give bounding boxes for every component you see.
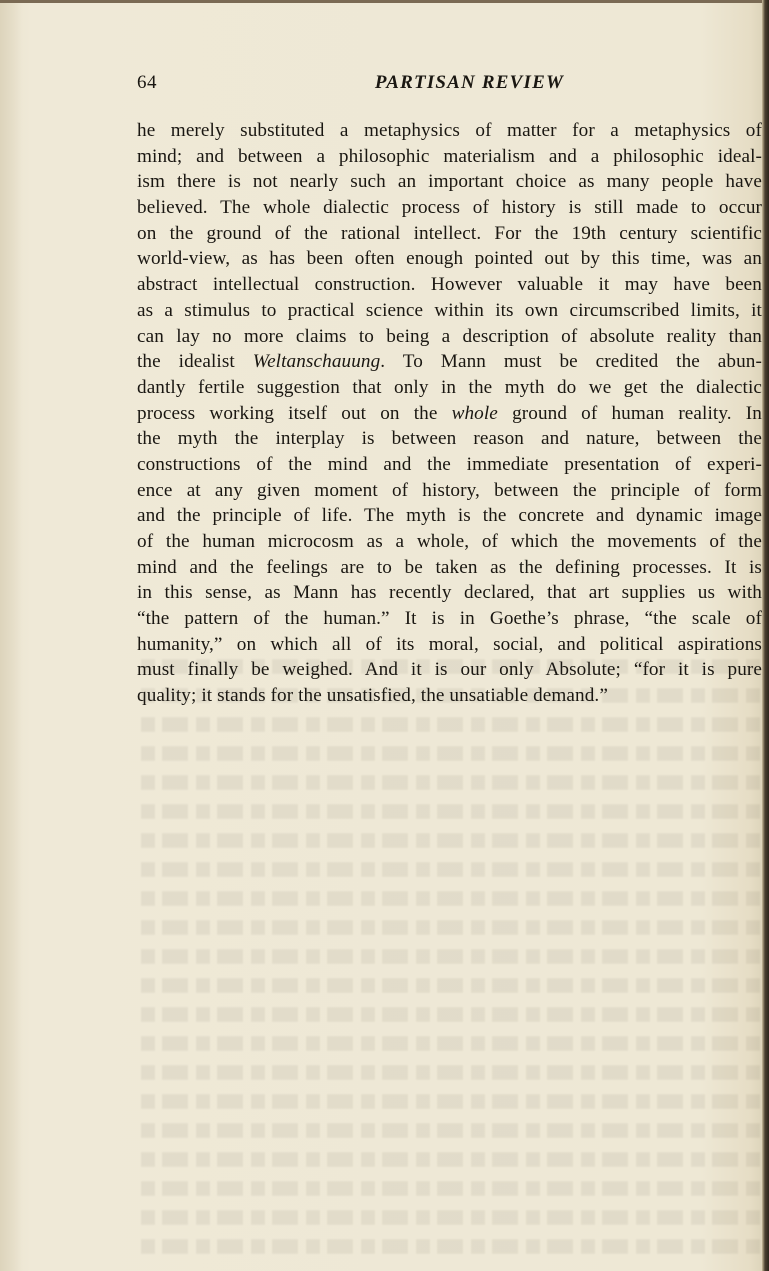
text-run: . To Mann must be credited the abun- <box>380 351 762 373</box>
text-line: and the principle of life. The myth is the concrete and dynamic image <box>137 505 762 527</box>
text-run: ground of human reality. In <box>497 402 762 424</box>
text-line <box>137 349 762 375</box>
text-line: “the pattern of the human.” It is in Goethe’s phrase, “the scale of <box>137 608 762 630</box>
text-line: quality; it stands for the unsatisfied, the unsatiable demand.” <box>137 685 608 707</box>
text-line <box>137 401 762 427</box>
text-line: mind and the feelings are to be taken as the defining processes. It is <box>137 556 762 578</box>
italic-term: whole <box>451 402 498 424</box>
text-line: can lay no more claims to being a description of absolute reality than <box>137 325 762 347</box>
text-line: humanity,” on which all of its moral, social, and political aspirations <box>137 633 762 655</box>
running-title: PARTISAN REVIEW <box>374 72 565 93</box>
running-header <box>137 72 762 98</box>
text-line: ism there is not nearly such an important choice as many people have <box>137 171 762 193</box>
text-line: he merely substituted a metaphysics of matter for a metaphysics of <box>137 120 762 141</box>
text-line: constructions of the mind and the immediate presentation of experi- <box>137 453 762 475</box>
text-run: the idealist <box>137 351 253 373</box>
text-run: process working itself out on the <box>137 402 452 424</box>
text-line: of the human microcosm as a whole, of which the movements of the <box>137 531 762 552</box>
show-through-text <box>140 652 760 1252</box>
text-line: as a stimulus to practical science within its own circumscribed limits, it <box>137 299 762 321</box>
text-line: on the ground of the rational intellect. For the 19th century scientific <box>137 222 762 244</box>
text-line: must finally be weighed. And it is our only Absolute; “for it is pure <box>137 659 762 681</box>
text-line: in this sense, as Mann has recently declared, that art supplies us with <box>137 582 762 604</box>
text-line: believed. The whole dialectic process of history is still made to occur <box>137 197 762 219</box>
page-number: 64 <box>137 72 157 93</box>
text-line: the myth the interplay is between reason and nature, between the <box>137 428 762 450</box>
page-gutter-shadow <box>0 0 22 1271</box>
italic-term: Weltanschauung <box>252 351 381 373</box>
body-paragraph <box>137 118 762 709</box>
text-line: world-view, as has been often enough pointed out by this time, was an <box>137 248 762 270</box>
text-line: abstract intellectual construction. However valuable it may have been <box>137 274 762 296</box>
page-right-edge <box>762 0 769 1271</box>
text-line: dantly fertile suggestion that only in the myth do we get the dialectic <box>137 376 762 398</box>
text-line: mind; and between a philosophic materialism and a philosophic ideal- <box>137 145 762 167</box>
page-top-edge <box>0 0 769 3</box>
text-line: ence at any given moment of history, between the principle of form <box>137 479 762 501</box>
